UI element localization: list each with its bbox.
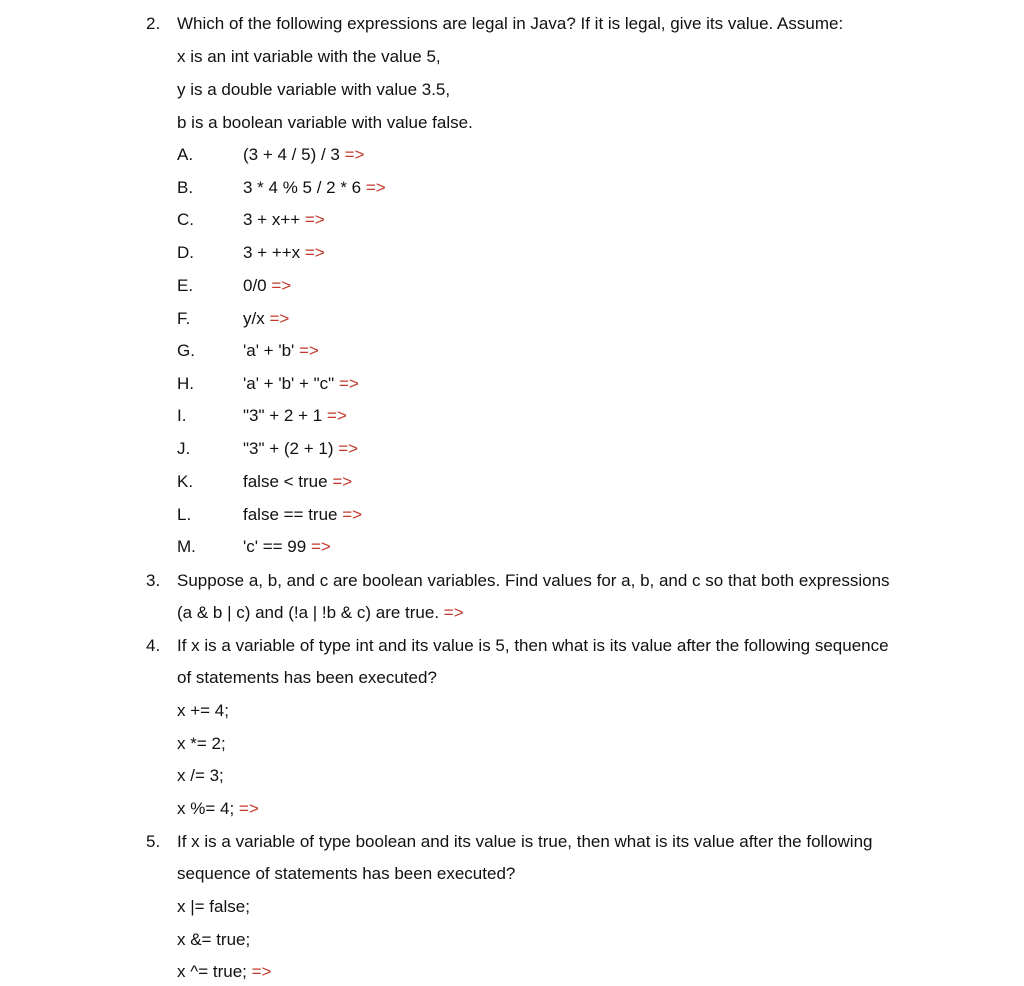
option-label: B. [177, 178, 194, 197]
answer-arrow: => [326, 406, 347, 425]
question-number: 5. [146, 832, 161, 851]
assumption: y is a double variable with value 3.5, [177, 80, 451, 99]
option-expression: 'a' + 'b' + "c" => [243, 374, 359, 393]
option-label: J. [177, 439, 191, 458]
answer-arrow: => [338, 439, 359, 458]
option-expression: 'a' + 'b' => [243, 341, 319, 360]
option-label: E. [177, 276, 194, 295]
answer-arrow: => [238, 799, 259, 818]
option-label: C. [177, 210, 194, 229]
option-expression: false < true => [243, 472, 353, 491]
option-label: K. [177, 472, 194, 491]
answer-arrow: => [342, 505, 363, 524]
assumption: x is an int variable with the value 5, [177, 47, 441, 66]
question-text: If x is a variable of type int and its value is 5, then what is its value after the following sequence [177, 636, 889, 655]
question-text: sequence of statements has been executed? [177, 864, 516, 883]
answer-arrow: => [304, 243, 325, 262]
option-expression: 'c' == 99 => [243, 537, 331, 556]
answer-arrow: => [271, 276, 292, 295]
option-expression: y/x => [243, 309, 290, 328]
answer-arrow: => [251, 962, 272, 981]
answer-arrow: => [299, 341, 319, 360]
question-text: If x is a variable of type boolean and its value is true, then what is its value after the following [177, 832, 873, 851]
option-label: H. [177, 374, 194, 393]
answer-arrow: => [304, 210, 325, 229]
answer-arrow: => [365, 178, 386, 197]
question-text: Which of the following expressions are legal in Java? If it is legal, give its value. Assume: [177, 14, 844, 33]
code-statement: x ^= true; => [177, 962, 272, 981]
answer-arrow: => [338, 374, 359, 393]
question-text: of statements has been executed? [177, 668, 437, 687]
question-text: (a & b | c) and (!a | !b & c) are true. => [177, 603, 464, 622]
code-statement: x *= 2; [177, 734, 226, 753]
option-label: M. [177, 537, 196, 556]
option-expression: false == true => [243, 505, 363, 524]
answer-arrow: => [332, 472, 353, 491]
assumption: b is a boolean variable with value false. [177, 113, 473, 132]
option-expression: 3 + ++x => [243, 243, 325, 262]
option-label: I. [177, 406, 187, 425]
option-label: G. [177, 341, 195, 360]
option-label: F. [177, 309, 191, 328]
option-label: L. [177, 505, 192, 524]
code-statement: x &= true; [177, 930, 251, 949]
option-expression: 0/0 => [243, 276, 292, 295]
option-expression: "3" + 2 + 1 => [243, 406, 347, 425]
answer-arrow: => [310, 537, 331, 556]
answer-arrow: => [443, 603, 464, 622]
question-number: 3. [146, 571, 161, 590]
answer-arrow: => [269, 309, 290, 328]
option-expression: 3 + x++ => [243, 210, 325, 229]
code-statement: x /= 3; [177, 766, 224, 785]
option-label: D. [177, 243, 194, 262]
option-expression: 3 * 4 % 5 / 2 * 6 => [243, 178, 386, 197]
question-number: 4. [146, 636, 161, 655]
question-number: 2. [146, 14, 161, 33]
option-expression: (3 + 4 / 5) / 3 => [243, 145, 365, 164]
question-text: Suppose a, b, and c are boolean variables. Find values for a, b, and c so that both expressions [177, 571, 890, 590]
option-expression: "3" + (2 + 1) => [243, 439, 359, 458]
code-statement: x |= false; [177, 897, 250, 916]
code-statement: x %= 4; => [177, 799, 259, 818]
answer-arrow: => [344, 145, 365, 164]
code-statement: x += 4; [177, 701, 229, 720]
option-label: A. [177, 145, 194, 164]
